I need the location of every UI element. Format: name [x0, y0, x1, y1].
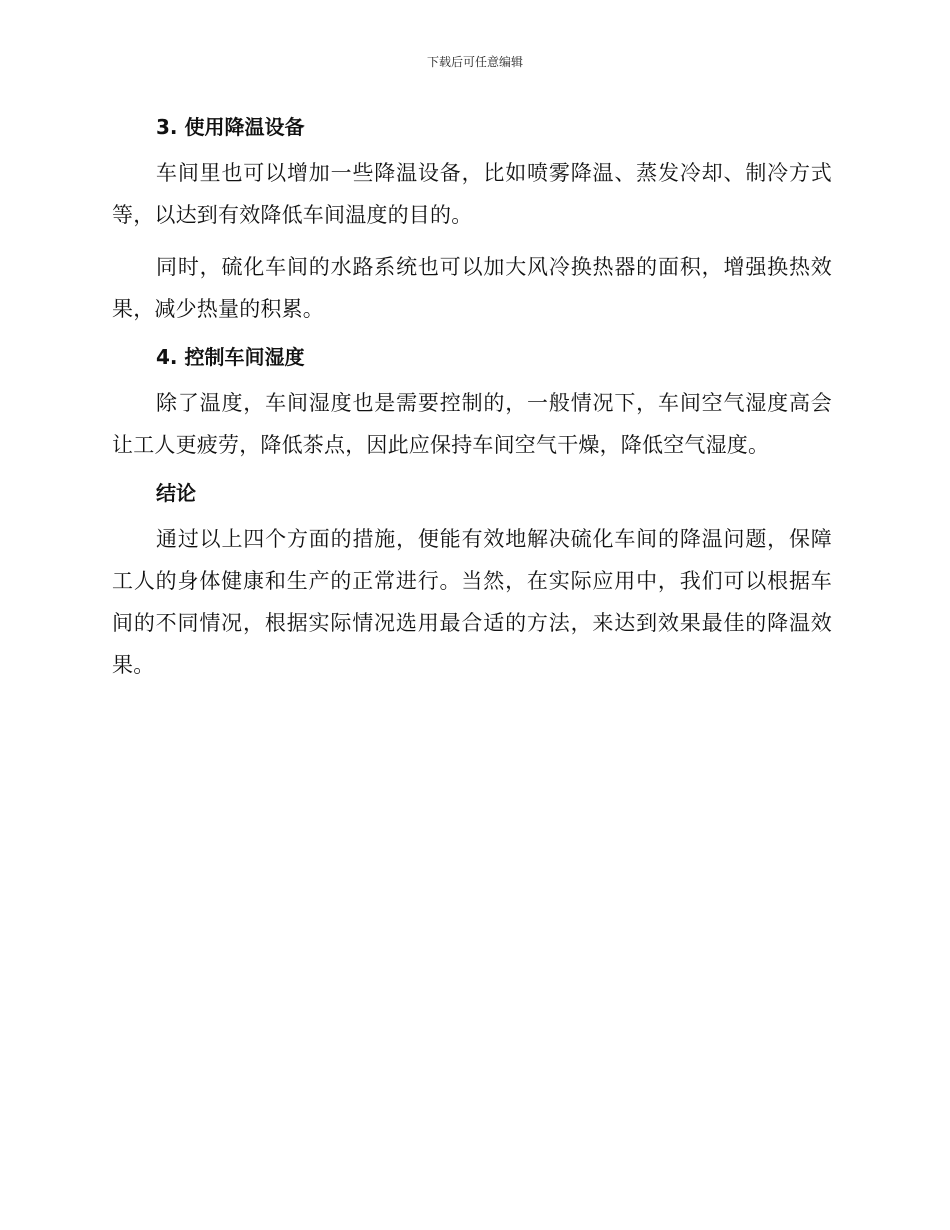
section-use-cooling-equipment: [112, 110, 832, 330]
page-header: 下载后可任意编辑: [426, 55, 523, 69]
paragraph: 同时，硫化车间的水路系统也可以加大风冷换热器的面积，增强换热效果，减少热量的积累。: [112, 255, 832, 321]
section-heading: 3. 使用降温设备: [156, 115, 305, 139]
section-control-humidity: [112, 340, 832, 466]
section-conclusion: [112, 476, 832, 686]
paragraph: 通过以上四个方面的措施，便能有效地解决硫化车间的降温问题，保障工人的身体健康和生产的正常进行。当然，在实际应用中，我们可以根据车间的不同情况，根据实际情况选用最合适的方法，来达到效果最佳的降温效果。: [112, 527, 832, 677]
paragraph: 除了温度，车间湿度也是需要控制的，一般情况下，车间空气湿度高会让工人更疲劳，降低茶点，因此应保持车间空气干燥，降低空气湿度。: [112, 391, 832, 457]
paragraph: 车间里也可以增加一些降温设备，比如喷雾降温、蒸发冷却、制冷方式等，以达到有效降低车间温度的目的。: [112, 161, 832, 227]
section-heading: 结论: [156, 481, 196, 505]
section-heading: 4. 控制车间湿度: [156, 345, 305, 369]
document-body: [112, 110, 832, 686]
